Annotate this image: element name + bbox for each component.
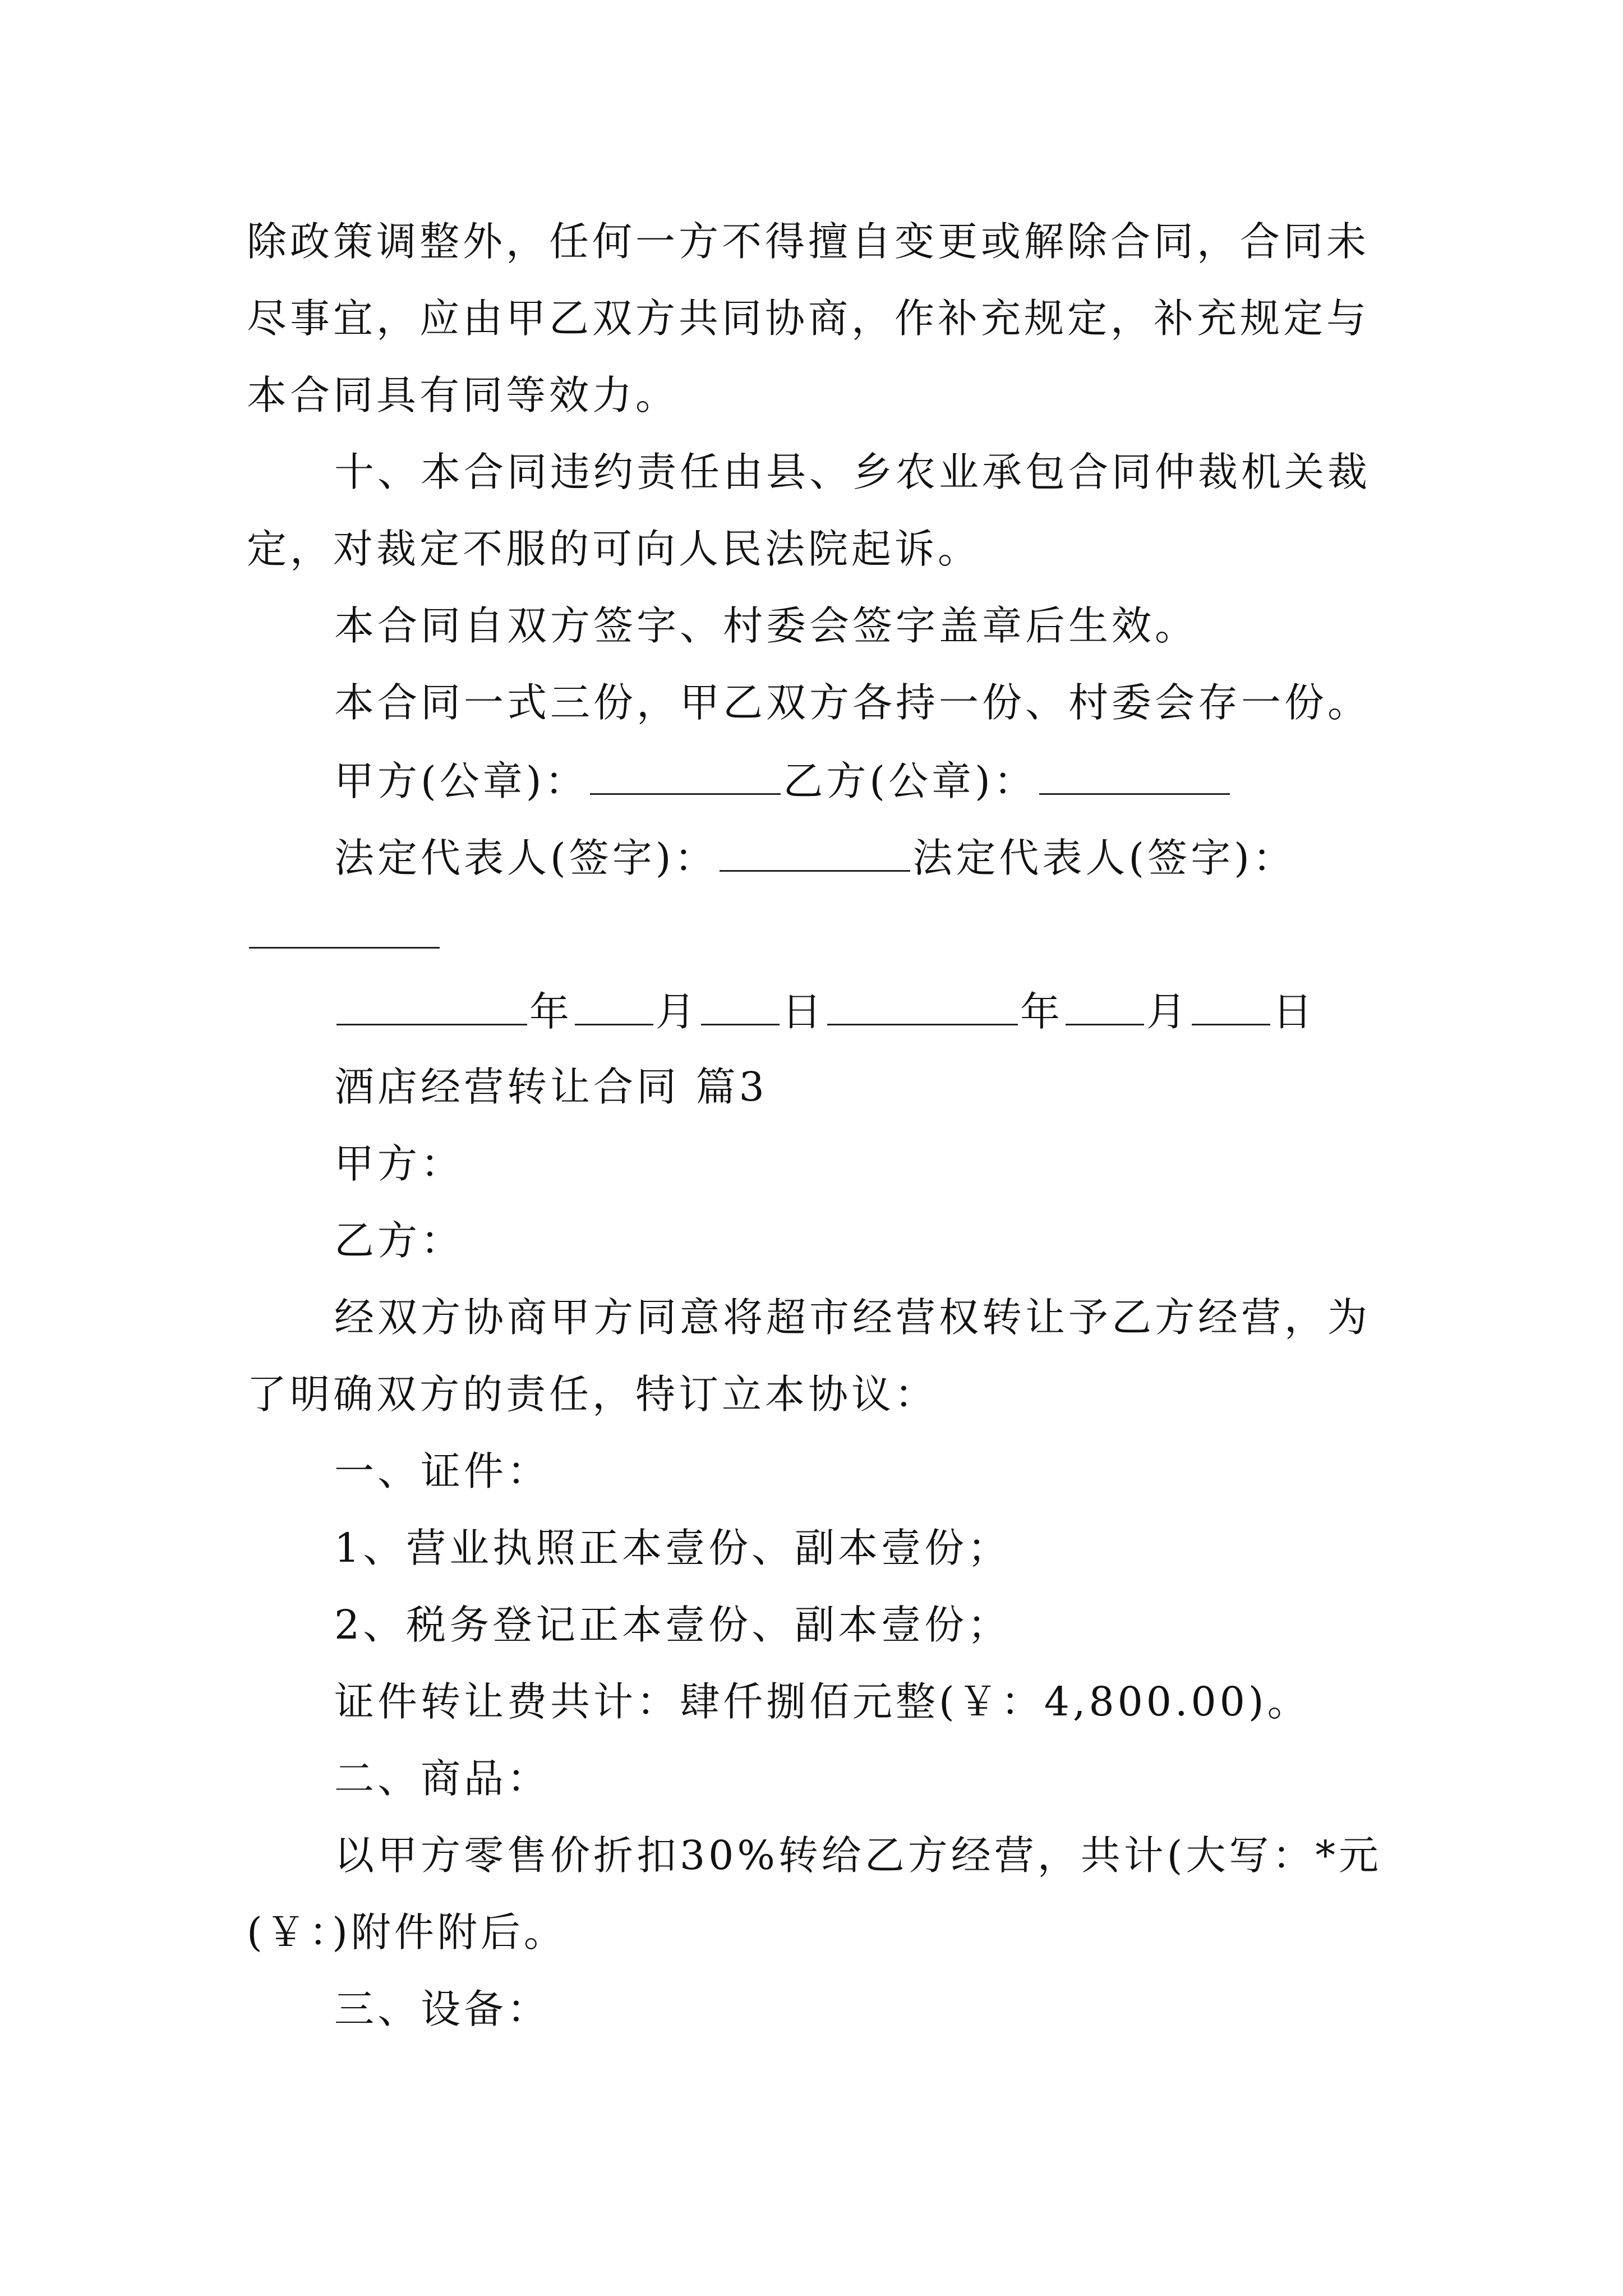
clause-heading: 一、证件： <box>334 1448 551 1494</box>
day-label: 日 <box>782 988 826 1035</box>
seal-line <box>334 758 1232 804</box>
paragraph-line: 除政策调整外，任何一方不得擅自变更或解除合同，合同未 <box>247 218 1370 265</box>
representative-line <box>334 835 1296 881</box>
clause-item: 证件转让费共计：肆仟捌佰元整(￥：4,800.00)。 <box>334 1678 1311 1725</box>
party-a-seal-label: 甲方(公章)： <box>334 758 588 804</box>
party-b-rep-label: 法定代表人(签字)： <box>912 835 1296 881</box>
year-label: 年 <box>529 988 573 1035</box>
party-a-rep-blank <box>720 836 910 872</box>
party-b-rep-blank <box>249 913 440 949</box>
party-b-seal-label: 乙方(公章)： <box>783 758 1037 804</box>
year-blank-b <box>827 990 1018 1025</box>
day-label: 日 <box>1272 988 1316 1035</box>
paragraph-line: 本合同具有同等效力。 <box>247 372 679 418</box>
month-blank-b <box>1066 990 1144 1025</box>
paragraph-line: 定，对裁定不服的可向人民法院起诉。 <box>247 526 981 572</box>
month-blank-a <box>575 990 653 1025</box>
paragraph-line: 十、本合同违约责任由县、乡农业承包合同仲裁机关裁 <box>334 449 1371 495</box>
representative-blank-line <box>247 913 442 955</box>
day-blank-b <box>1192 990 1270 1025</box>
paragraph-line: 本合同自双方签字、村委会签字盖章后生效。 <box>334 602 1198 649</box>
party-a-label: 甲方： <box>334 1140 464 1187</box>
clause-item: (￥：)附件附后。 <box>247 1909 567 1955</box>
month-label: 月 <box>1146 988 1190 1035</box>
party-b-label: 乙方： <box>334 1217 464 1264</box>
section-title: 酒店经营转让合同 篇3 <box>334 1064 768 1110</box>
party-b-seal-blank <box>1039 760 1230 795</box>
month-label: 月 <box>656 988 699 1035</box>
clause-heading: 三、设备： <box>334 1986 551 2032</box>
clause-item: 以甲方零售价折扣30%转给乙方经营，共计(大写：*元 <box>334 1832 1382 1879</box>
intro-line: 经双方协商甲方同意将超市经营权转让予乙方经营，为 <box>334 1294 1371 1341</box>
paragraph-line: 本合同一式三份，甲乙双方各持一份、村委会存一份。 <box>334 679 1371 726</box>
date-line <box>334 988 1316 1035</box>
clause-item: 1、营业执照正本壹份、副本壹份； <box>334 1525 1011 1571</box>
clause-heading: 二、商品： <box>334 1755 551 1802</box>
paragraph-line: 尽事宜，应由甲乙双方共同协商，作补充规定，补充规定与 <box>247 295 1370 342</box>
day-blank-a <box>701 990 780 1025</box>
year-blank-a <box>336 990 527 1025</box>
party-a-rep-label: 法定代表人(签字)： <box>334 835 718 881</box>
year-label: 年 <box>1020 988 1064 1035</box>
clause-item: 2、税务登记正本壹份、副本壹份； <box>334 1602 1011 1648</box>
intro-line: 了明确双方的责任，特订立本协议： <box>247 1371 938 1418</box>
party-a-seal-blank <box>590 760 781 795</box>
